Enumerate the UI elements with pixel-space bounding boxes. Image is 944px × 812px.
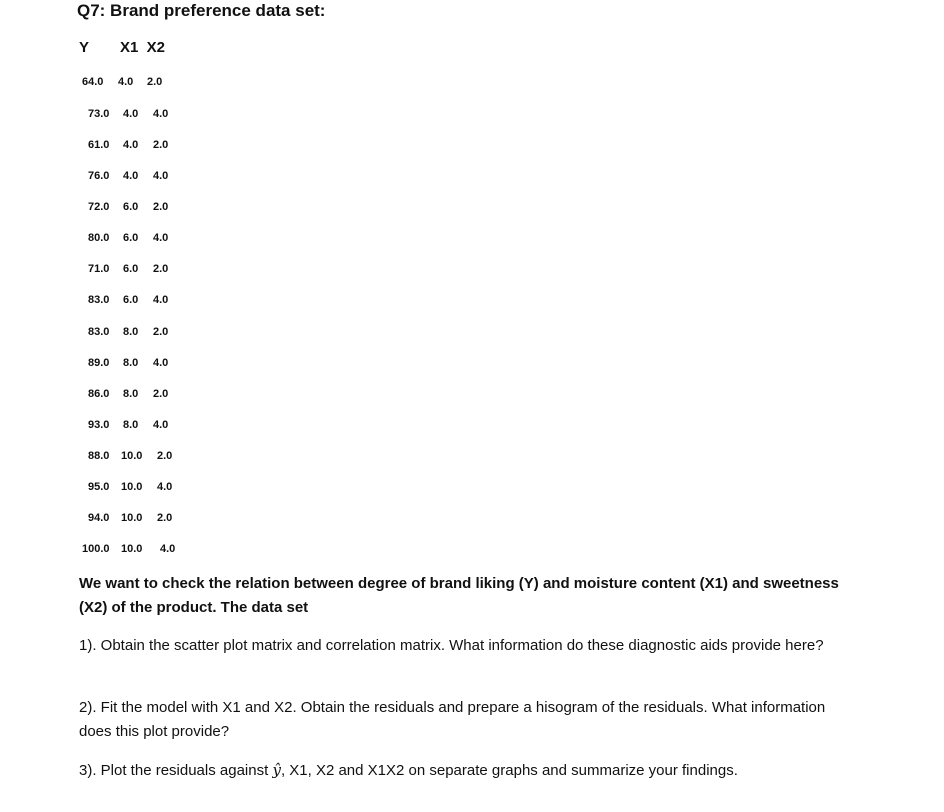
- cell-x1: 4.0: [123, 139, 139, 151]
- question-2: 2). Fit the model with X1 and X2. Obtain the residuals and prepare a hisogram of the residuals. What information does this plot provide?: [79, 699, 826, 740]
- cell-x1: 10.0: [121, 512, 143, 524]
- column-header-x1-x2: X1 X2: [120, 39, 166, 56]
- cell-x1: 8.0: [123, 388, 139, 400]
- cell-x2: 2.0: [157, 512, 173, 524]
- question-3-text-start: 3). Plot the residuals against: [79, 762, 273, 779]
- question-1: 1). Obtain the scatter plot matrix and correlation matrix. What information do these diagnostic aids provide here?: [79, 637, 824, 654]
- cell-y: 94.0: [88, 512, 110, 524]
- cell-y: 80.0: [88, 232, 110, 244]
- cell-x1: 10.0: [121, 450, 143, 462]
- cell-y: 64.0: [82, 76, 104, 88]
- cell-x1: 8.0: [123, 419, 139, 431]
- cell-x2: 2.0: [153, 388, 169, 400]
- cell-x2: 2.0: [147, 76, 163, 88]
- cell-x1: 8.0: [123, 357, 139, 369]
- cell-y: 86.0: [88, 388, 110, 400]
- question-3: [79, 758, 859, 783]
- question-3-text-end: , X1, X2 and X1X2 on separate graphs and summarize your findings.: [280, 762, 738, 779]
- cell-x2: 4.0: [160, 543, 176, 555]
- cell-y: 93.0: [88, 419, 110, 431]
- cell-y: 61.0: [88, 139, 110, 151]
- cell-x2: 2.0: [157, 450, 173, 462]
- cell-y: 83.0: [88, 326, 110, 338]
- cell-x1: 8.0: [123, 326, 139, 338]
- cell-x2: 2.0: [153, 326, 169, 338]
- page-title: Q7: Brand preference data set:: [77, 1, 326, 20]
- cell-x1: 4.0: [123, 170, 139, 182]
- cell-x2: 4.0: [153, 170, 169, 182]
- cell-x1: 10.0: [121, 543, 143, 555]
- y-hat-symbol: ŷ: [272, 761, 281, 779]
- cell-y: 88.0: [88, 450, 110, 462]
- cell-x2: 4.0: [153, 357, 169, 369]
- cell-x2: 2.0: [153, 201, 169, 213]
- cell-x2: 2.0: [153, 263, 169, 275]
- cell-x2: 2.0: [153, 139, 169, 151]
- cell-y: 83.0: [88, 294, 110, 306]
- cell-x2: 4.0: [157, 481, 173, 493]
- cell-x1: 4.0: [118, 76, 134, 88]
- cell-x1: 10.0: [121, 481, 143, 493]
- cell-x2: 4.0: [153, 232, 169, 244]
- cell-y: 100.0: [82, 543, 110, 555]
- cell-y: 89.0: [88, 357, 110, 369]
- cell-y: 76.0: [88, 170, 110, 182]
- cell-x2: 4.0: [153, 419, 169, 431]
- cell-x2: 4.0: [153, 294, 169, 306]
- cell-y: 72.0: [88, 201, 110, 213]
- cell-x1: 6.0: [123, 232, 139, 244]
- intro-paragraph: We want to check the relation between degree of brand liking (Y) and moisture content (X1) and sweetness (X2) of the product. The data set: [79, 575, 839, 616]
- cell-y: 95.0: [88, 481, 110, 493]
- cell-x1: 6.0: [123, 201, 139, 213]
- cell-x1: 4.0: [123, 108, 139, 120]
- cell-x2: 4.0: [153, 108, 169, 120]
- cell-x1: 6.0: [123, 263, 139, 275]
- column-header-y: Y: [79, 39, 90, 56]
- cell-y: 71.0: [88, 263, 110, 275]
- cell-y: 73.0: [88, 108, 110, 120]
- cell-x1: 6.0: [123, 294, 139, 306]
